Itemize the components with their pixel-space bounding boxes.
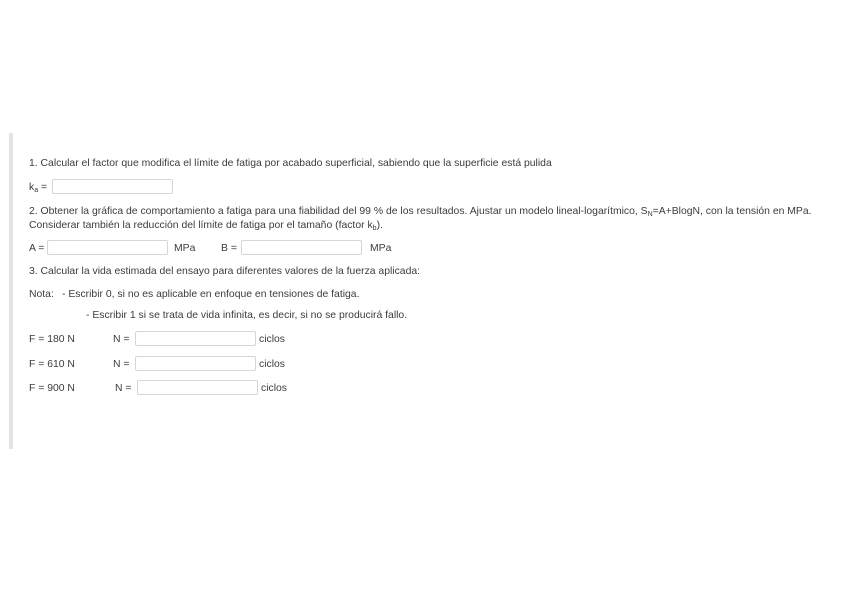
note-label: Nota: bbox=[29, 289, 54, 300]
ka-label-text: k bbox=[29, 182, 35, 193]
b-unit: MPa bbox=[370, 243, 392, 254]
question-2-line-2 bbox=[29, 219, 383, 232]
b-label: B = bbox=[221, 243, 237, 254]
ka-label bbox=[29, 181, 47, 194]
left-border bbox=[9, 133, 13, 449]
a-input[interactable] bbox=[47, 240, 168, 255]
q2-line1-sub: N bbox=[647, 211, 653, 218]
a-label: A = bbox=[29, 243, 45, 254]
force-label-2: F = 610 N bbox=[29, 359, 75, 370]
n-label-1: N = bbox=[113, 334, 130, 345]
note-line-2: - Escribir 1 si se trata de vida infinita, es decir, si no se producirá fallo. bbox=[86, 310, 408, 321]
n-input-180[interactable] bbox=[135, 331, 256, 346]
q2-line2-b: ). bbox=[376, 220, 383, 231]
unit-label-1: ciclos bbox=[259, 334, 285, 345]
q2-line2-sub: b bbox=[372, 225, 377, 232]
force-label-3: F = 900 N bbox=[29, 383, 75, 394]
ka-label-sub: a bbox=[34, 187, 39, 194]
question-3-text: 3. Calcular la vida estimada del ensayo para diferentes valores de la fuerza aplicada: bbox=[29, 266, 421, 277]
n-input-610[interactable] bbox=[135, 356, 256, 371]
unit-label-3: ciclos bbox=[261, 383, 287, 394]
force-label-1: F = 180 N bbox=[29, 334, 75, 345]
n-label-3: N = bbox=[115, 383, 132, 394]
q2-line2-a: Considerar también la reducción del límite de fatiga por el tamaño (factor k bbox=[29, 220, 373, 231]
question-2-line-1 bbox=[29, 205, 812, 218]
q2-line1-b: =A+BlogN, con la tensión en MPa. bbox=[652, 206, 812, 217]
note-line-1: - Escribir 0, si no es aplicable en enfoque en tensiones de fatiga. bbox=[62, 289, 360, 300]
b-input[interactable] bbox=[241, 240, 362, 255]
ka-input[interactable] bbox=[52, 179, 173, 194]
unit-label-2: ciclos bbox=[259, 359, 285, 370]
n-label-2: N = bbox=[113, 359, 130, 370]
question-1-text: 1. Calcular el factor que modifica el límite de fatiga por acabado superficial, sabiendo que la superficie está pulida bbox=[29, 158, 552, 169]
a-unit: MPa bbox=[174, 243, 196, 254]
n-input-900[interactable] bbox=[137, 380, 258, 395]
ka-eq: = bbox=[38, 182, 48, 193]
q2-line1-a: 2. Obtener la gráfica de comportamiento a fatiga para una fiabilidad del 99 % de los resultados. Ajustar un modelo lineal-logarítmico, S bbox=[29, 206, 648, 217]
